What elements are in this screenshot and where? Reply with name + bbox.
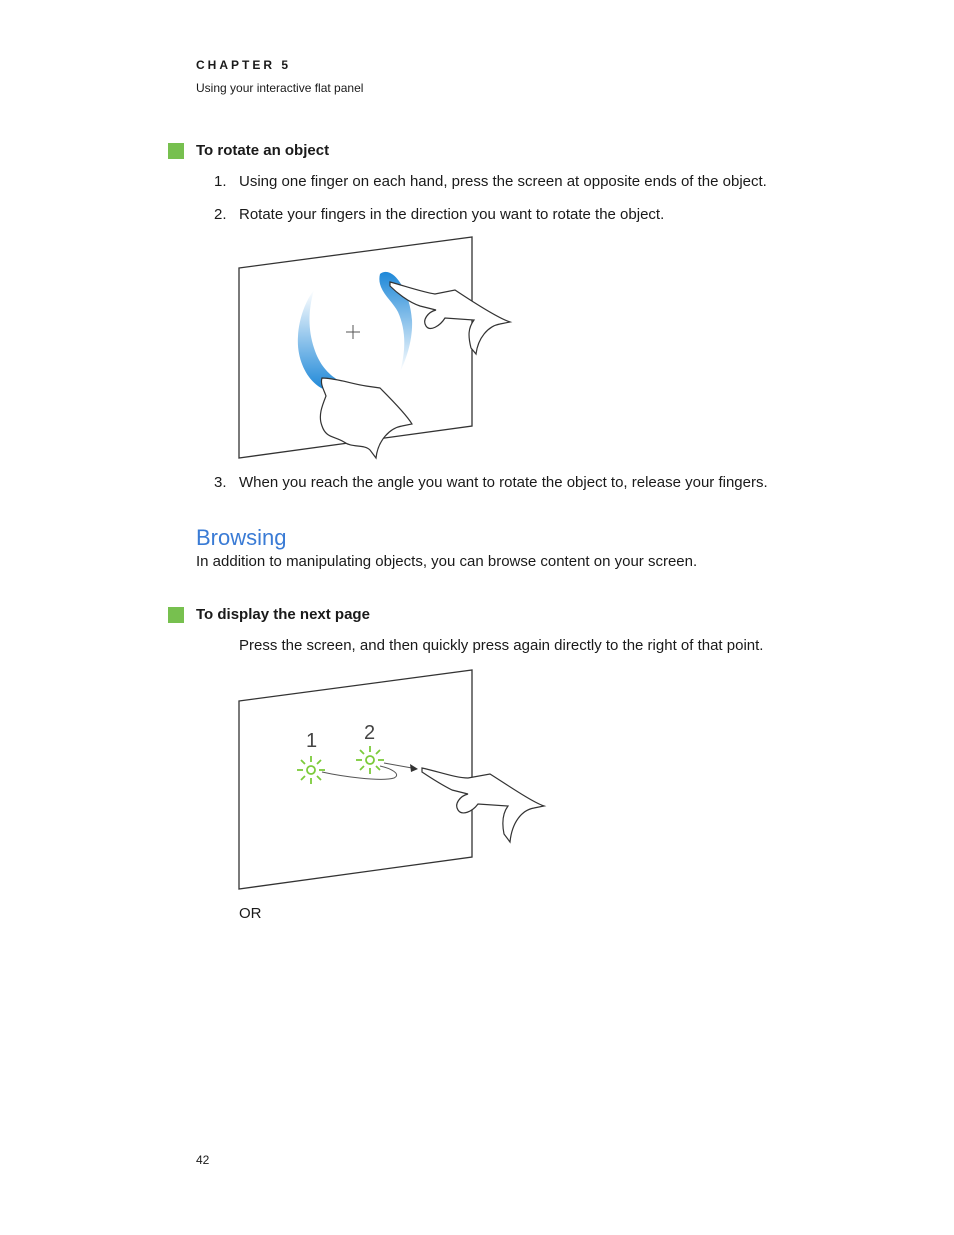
step-text-2: Rotate your fingers in the direction you want to rotate the object. xyxy=(239,206,665,223)
procedure-title-rotate: To rotate an object xyxy=(196,142,330,159)
double-tap-illustration xyxy=(230,664,560,899)
section-intro: In addition to manipulating objects, you can browse content on your screen. xyxy=(196,553,698,570)
or-label: OR xyxy=(239,905,262,922)
procedure-marker xyxy=(168,143,184,159)
step-number-1: 1. xyxy=(214,173,227,190)
tap-label-1: 1 xyxy=(306,730,318,752)
step-text-1: Using one finger on each hand, press the screen at opposite ends of the object. xyxy=(239,173,767,190)
section-heading: Browsing xyxy=(196,525,287,550)
step-text-3: When you reach the angle you want to rotate the object to, release your fingers. xyxy=(239,474,768,491)
rotate-illustration xyxy=(230,230,530,470)
page-number: 42 xyxy=(196,1153,210,1167)
tap-label-2: 2 xyxy=(364,722,376,744)
step-number-3: 3. xyxy=(214,474,227,491)
procedure-title-next-page: To display the next page xyxy=(196,606,370,623)
procedure-marker xyxy=(168,607,184,623)
chapter-title: Using your interactive flat panel xyxy=(196,81,364,95)
step-number-2: 2. xyxy=(214,206,227,223)
procedure-instruction: Press the screen, and then quickly press again directly to the right of that point. xyxy=(239,637,764,654)
chapter-label: CHAPTER 5 xyxy=(196,58,292,72)
